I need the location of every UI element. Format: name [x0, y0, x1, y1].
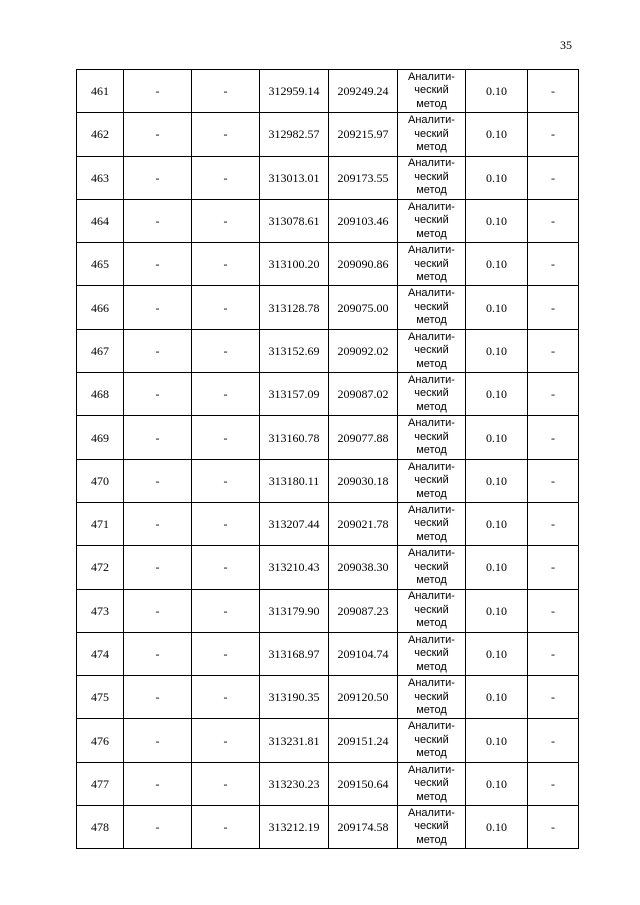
method-line: Аналити- [408, 70, 455, 83]
method-line: метод [416, 97, 447, 110]
last-column-cell: - [528, 329, 579, 372]
table-row [77, 329, 579, 372]
table-row [77, 719, 579, 762]
method-cell [398, 502, 466, 545]
x-coordinate-cell: 313100.20 [260, 243, 329, 286]
method-line: Аналити- [408, 806, 455, 819]
x-coordinate-cell: 313168.97 [260, 632, 329, 675]
empty-column-3-cell: - [192, 70, 260, 113]
point-number-cell: 464 [77, 199, 124, 242]
accuracy-cell: 0.10 [466, 632, 528, 675]
accuracy-cell: 0.10 [466, 546, 528, 589]
method-line: ческий [414, 777, 449, 790]
x-coordinate-cell: 313207.44 [260, 502, 329, 545]
method-line: ческий [414, 603, 449, 616]
y-coordinate-cell: 209038.30 [329, 546, 398, 589]
method-line: метод [416, 617, 447, 630]
accuracy-cell: 0.10 [466, 762, 528, 805]
accuracy-cell: 0.10 [466, 70, 528, 113]
x-coordinate-cell: 312982.57 [260, 113, 329, 156]
table-row [77, 676, 579, 719]
table-row [77, 459, 579, 502]
method-line: ческий [414, 820, 449, 833]
empty-column-3-cell: - [192, 113, 260, 156]
y-coordinate-cell: 209249.24 [329, 70, 398, 113]
empty-column-3-cell: - [192, 286, 260, 329]
method-cell [398, 243, 466, 286]
x-coordinate-cell: 313128.78 [260, 286, 329, 329]
method-cell [398, 113, 466, 156]
x-coordinate-cell: 313152.69 [260, 329, 329, 372]
y-coordinate-cell: 209030.18 [329, 459, 398, 502]
method-line: метод [416, 400, 447, 413]
method-line: Аналити- [408, 763, 455, 776]
method-cell [398, 632, 466, 675]
x-coordinate-cell: 313190.35 [260, 676, 329, 719]
method-line: Аналити- [408, 200, 455, 213]
last-column-cell: - [528, 719, 579, 762]
point-number-cell: 473 [77, 589, 124, 632]
empty-column-3-cell: - [192, 459, 260, 502]
method-line: Аналити- [408, 157, 455, 170]
last-column-cell: - [528, 243, 579, 286]
method-line: метод [416, 747, 447, 760]
point-number-cell: 471 [77, 502, 124, 545]
last-column-cell: - [528, 546, 579, 589]
table-row [77, 806, 579, 849]
point-number-cell: 469 [77, 416, 124, 459]
method-cell [398, 806, 466, 849]
x-coordinate-cell: 313179.90 [260, 589, 329, 632]
table-row [77, 502, 579, 545]
y-coordinate-cell: 209075.00 [329, 286, 398, 329]
method-line: Аналити- [408, 720, 455, 733]
y-coordinate-cell: 209120.50 [329, 676, 398, 719]
last-column-cell: - [528, 806, 579, 849]
point-number-cell: 462 [77, 113, 124, 156]
method-line: ческий [414, 344, 449, 357]
point-number-cell: 467 [77, 329, 124, 372]
empty-column-2-cell: - [124, 676, 192, 719]
point-number-cell: 475 [77, 676, 124, 719]
method-line: метод [416, 444, 447, 457]
method-line: метод [416, 314, 447, 327]
method-line: метод [416, 487, 447, 500]
x-coordinate-cell: 313078.61 [260, 199, 329, 242]
method-line: Аналити- [408, 373, 455, 386]
method-line: ческий [414, 214, 449, 227]
method-line: метод [416, 271, 447, 284]
y-coordinate-cell: 209151.24 [329, 719, 398, 762]
accuracy-cell: 0.10 [466, 243, 528, 286]
table-row [77, 199, 579, 242]
method-cell [398, 589, 466, 632]
method-line: Аналити- [408, 460, 455, 473]
point-number-cell: 461 [77, 70, 124, 113]
method-line: метод [416, 357, 447, 370]
y-coordinate-cell: 209077.88 [329, 416, 398, 459]
empty-column-2-cell: - [124, 373, 192, 416]
method-cell [398, 199, 466, 242]
empty-column-3-cell: - [192, 502, 260, 545]
last-column-cell: - [528, 286, 579, 329]
table-row [77, 762, 579, 805]
method-line: ческий [414, 474, 449, 487]
accuracy-cell: 0.10 [466, 502, 528, 545]
empty-column-3-cell: - [192, 676, 260, 719]
accuracy-cell: 0.10 [466, 589, 528, 632]
method-line: ческий [414, 690, 449, 703]
point-number-cell: 468 [77, 373, 124, 416]
method-cell [398, 156, 466, 199]
point-number-cell: 470 [77, 459, 124, 502]
empty-column-2-cell: - [124, 502, 192, 545]
method-line: ческий [414, 170, 449, 183]
accuracy-cell: 0.10 [466, 329, 528, 372]
method-line: метод [416, 141, 447, 154]
empty-column-3-cell: - [192, 589, 260, 632]
table-row [77, 546, 579, 589]
table-row [77, 589, 579, 632]
empty-column-3-cell: - [192, 243, 260, 286]
method-line: ческий [414, 560, 449, 573]
y-coordinate-cell: 209087.02 [329, 373, 398, 416]
empty-column-2-cell: - [124, 459, 192, 502]
accuracy-cell: 0.10 [466, 719, 528, 762]
method-line: метод [416, 574, 447, 587]
table-row [77, 286, 579, 329]
method-cell [398, 719, 466, 762]
last-column-cell: - [528, 762, 579, 805]
method-line: Аналити- [408, 244, 455, 257]
method-line: Аналити- [408, 633, 455, 646]
last-column-cell: - [528, 199, 579, 242]
method-line: Аналити- [408, 417, 455, 430]
x-coordinate-cell: 313231.81 [260, 719, 329, 762]
x-coordinate-cell: 313160.78 [260, 416, 329, 459]
method-cell [398, 459, 466, 502]
accuracy-cell: 0.10 [466, 806, 528, 849]
empty-column-2-cell: - [124, 156, 192, 199]
table-row [77, 632, 579, 675]
empty-column-3-cell: - [192, 373, 260, 416]
y-coordinate-cell: 209092.02 [329, 329, 398, 372]
y-coordinate-cell: 209087.23 [329, 589, 398, 632]
y-coordinate-cell: 209103.46 [329, 199, 398, 242]
last-column-cell: - [528, 502, 579, 545]
x-coordinate-cell: 313212.19 [260, 806, 329, 849]
accuracy-cell: 0.10 [466, 113, 528, 156]
method-line: метод [416, 833, 447, 846]
method-line: ческий [414, 300, 449, 313]
y-coordinate-cell: 209150.64 [329, 762, 398, 805]
method-cell [398, 546, 466, 589]
method-line: ческий [414, 647, 449, 660]
empty-column-2-cell: - [124, 632, 192, 675]
method-line: ческий [414, 84, 449, 97]
point-number-cell: 463 [77, 156, 124, 199]
empty-column-2-cell: - [124, 719, 192, 762]
method-cell [398, 329, 466, 372]
table-row [77, 243, 579, 286]
table-row [77, 113, 579, 156]
empty-column-2-cell: - [124, 70, 192, 113]
method-line: ческий [414, 127, 449, 140]
x-coordinate-cell: 313210.43 [260, 546, 329, 589]
accuracy-cell: 0.10 [466, 459, 528, 502]
empty-column-3-cell: - [192, 806, 260, 849]
empty-column-2-cell: - [124, 286, 192, 329]
last-column-cell: - [528, 70, 579, 113]
method-cell [398, 416, 466, 459]
empty-column-2-cell: - [124, 589, 192, 632]
method-line: Аналити- [408, 590, 455, 603]
method-cell [398, 762, 466, 805]
method-line: метод [416, 530, 447, 543]
table-row [77, 373, 579, 416]
empty-column-3-cell: - [192, 416, 260, 459]
empty-column-2-cell: - [124, 199, 192, 242]
method-cell [398, 676, 466, 719]
accuracy-cell: 0.10 [466, 199, 528, 242]
method-line: метод [416, 790, 447, 803]
empty-column-3-cell: - [192, 199, 260, 242]
method-cell [398, 286, 466, 329]
point-number-cell: 474 [77, 632, 124, 675]
method-cell [398, 70, 466, 113]
method-line: Аналити- [408, 114, 455, 127]
x-coordinate-cell: 313180.11 [260, 459, 329, 502]
last-column-cell: - [528, 156, 579, 199]
method-line: метод [416, 660, 447, 673]
method-line: ческий [414, 387, 449, 400]
y-coordinate-cell: 209215.97 [329, 113, 398, 156]
method-line: метод [416, 227, 447, 240]
method-line: Аналити- [408, 677, 455, 690]
y-coordinate-cell: 209173.55 [329, 156, 398, 199]
empty-column-2-cell: - [124, 113, 192, 156]
last-column-cell: - [528, 632, 579, 675]
accuracy-cell: 0.10 [466, 156, 528, 199]
method-line: метод [416, 184, 447, 197]
x-coordinate-cell: 312959.14 [260, 70, 329, 113]
method-line: ческий [414, 430, 449, 443]
empty-column-2-cell: - [124, 329, 192, 372]
empty-column-3-cell: - [192, 632, 260, 675]
method-line: Аналити- [408, 503, 455, 516]
empty-column-2-cell: - [124, 546, 192, 589]
y-coordinate-cell: 209104.74 [329, 632, 398, 675]
empty-column-3-cell: - [192, 329, 260, 372]
method-line: Аналити- [408, 330, 455, 343]
point-number-cell: 466 [77, 286, 124, 329]
empty-column-3-cell: - [192, 719, 260, 762]
empty-column-2-cell: - [124, 762, 192, 805]
empty-column-3-cell: - [192, 546, 260, 589]
point-number-cell: 476 [77, 719, 124, 762]
last-column-cell: - [528, 676, 579, 719]
y-coordinate-cell: 209090.86 [329, 243, 398, 286]
x-coordinate-cell: 313157.09 [260, 373, 329, 416]
point-number-cell: 465 [77, 243, 124, 286]
accuracy-cell: 0.10 [466, 676, 528, 719]
accuracy-cell: 0.10 [466, 416, 528, 459]
last-column-cell: - [528, 113, 579, 156]
method-line: ческий [414, 733, 449, 746]
method-line: Аналити- [408, 547, 455, 560]
empty-column-3-cell: - [192, 156, 260, 199]
y-coordinate-cell: 209021.78 [329, 502, 398, 545]
accuracy-cell: 0.10 [466, 286, 528, 329]
empty-column-2-cell: - [124, 243, 192, 286]
coordinates-table [76, 69, 579, 849]
method-line: метод [416, 704, 447, 717]
empty-column-3-cell: - [192, 762, 260, 805]
method-line: ческий [414, 517, 449, 530]
table-row [77, 416, 579, 459]
method-line: ческий [414, 257, 449, 270]
last-column-cell: - [528, 589, 579, 632]
point-number-cell: 477 [77, 762, 124, 805]
accuracy-cell: 0.10 [466, 373, 528, 416]
table-row [77, 156, 579, 199]
method-line: Аналити- [408, 287, 455, 300]
empty-column-2-cell: - [124, 416, 192, 459]
table-row [77, 70, 579, 113]
method-cell [398, 373, 466, 416]
last-column-cell: - [528, 459, 579, 502]
point-number-cell: 478 [77, 806, 124, 849]
y-coordinate-cell: 209174.58 [329, 806, 398, 849]
empty-column-2-cell: - [124, 806, 192, 849]
point-number-cell: 472 [77, 546, 124, 589]
table-body [77, 70, 579, 849]
last-column-cell: - [528, 416, 579, 459]
page-number: 35 [560, 38, 572, 52]
x-coordinate-cell: 313230.23 [260, 762, 329, 805]
x-coordinate-cell: 313013.01 [260, 156, 329, 199]
last-column-cell: - [528, 373, 579, 416]
